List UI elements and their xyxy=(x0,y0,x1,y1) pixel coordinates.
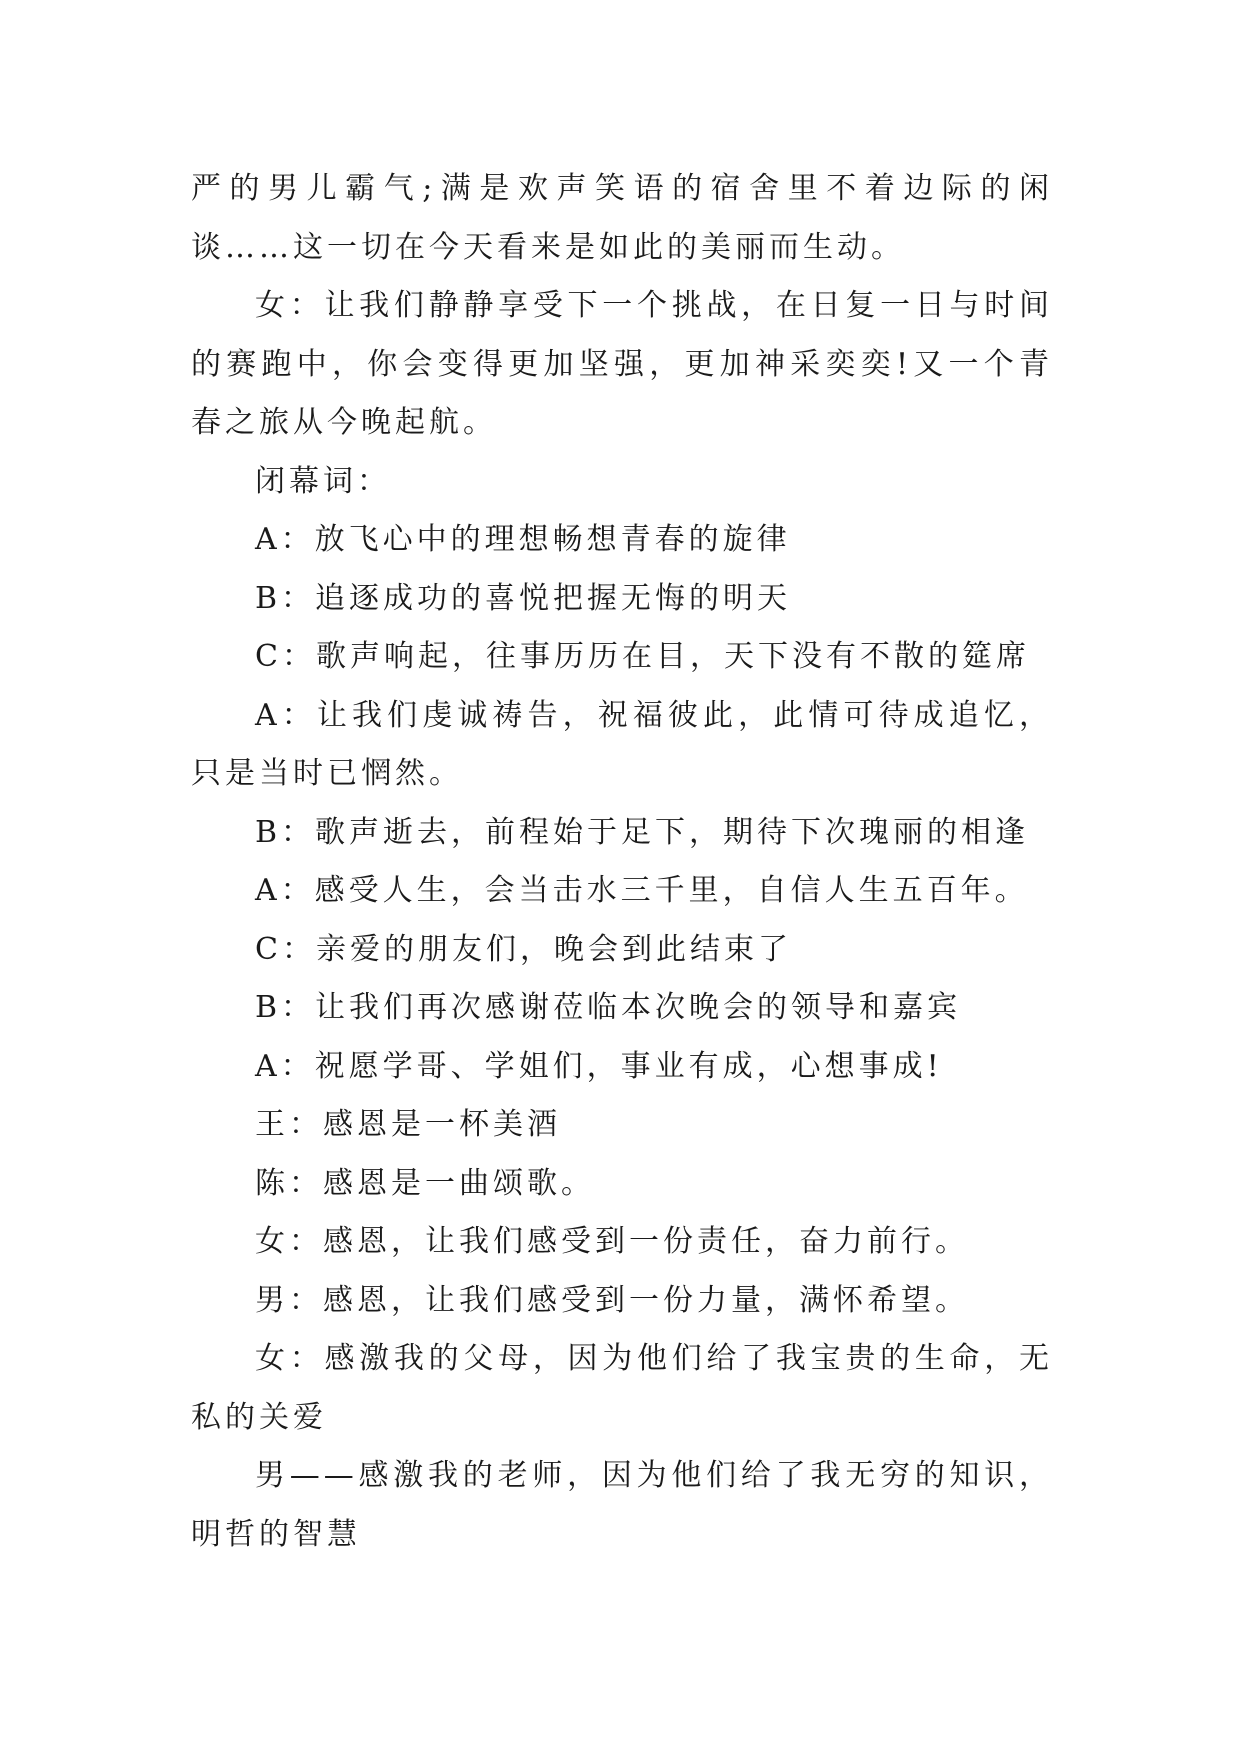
paragraph: B：让我们再次感谢莅临本次晚会的领导和嘉宾 xyxy=(255,990,962,1025)
paragraph: A：让我们虔诚祷告，祝福彼此，此情可待成追忆，只是当时已惘然。 xyxy=(191,697,1053,791)
paragraph: 男：感恩，让我们感受到一份力量，满怀希望。 xyxy=(255,1282,969,1318)
paragraph: 女：感激我的父母，因为他们给了我宝贵的生命，无私的关爱 xyxy=(191,1341,1053,1435)
paragraph: 女：感恩，让我们感受到一份责任，奋力前行。 xyxy=(255,1224,969,1259)
paragraph: 陈：感恩是一曲颂歌。 xyxy=(255,1165,595,1201)
paragraph: B：追逐成功的喜悦把握无悔的明天 xyxy=(255,580,792,616)
section-heading: 闭幕词： xyxy=(255,463,391,499)
paragraph: 王：感恩是一杯美酒 xyxy=(255,1107,561,1142)
paragraph: C：歌声响起，往事历历在目，天下没有不散的筵席 xyxy=(255,639,1030,674)
paragraph: 严的男儿霸气;满是欢声笑语的宿舍里不着边际的闲谈……这一切在今天看来是如此的美丽而生动。 xyxy=(191,171,1053,265)
paragraph: C：亲爱的朋友们，晚会到此结束了 xyxy=(255,931,792,967)
document-body xyxy=(191,160,1053,1564)
paragraph: 女：让我们静静享受下一个挑战，在日复一日与时间的赛跑中，你会变得更加坚强，更加神采奕奕!又一个青春之旅从今晚起航。 xyxy=(191,288,1053,440)
paragraph: A：感受人生，会当击水三千里，自信人生五百年。 xyxy=(255,873,1029,908)
paragraph: 男——感激我的老师，因为他们给了我无穷的知识，明哲的智慧 xyxy=(191,1458,1053,1552)
paragraph: A：放飞心中的理想畅想青春的旋律 xyxy=(255,522,791,557)
paragraph: B：歌声逝去，前程始于足下，期待下次瑰丽的相逢 xyxy=(255,814,1030,850)
paragraph: A：祝愿学哥、学姐们，事业有成，心想事成! xyxy=(255,1048,943,1084)
